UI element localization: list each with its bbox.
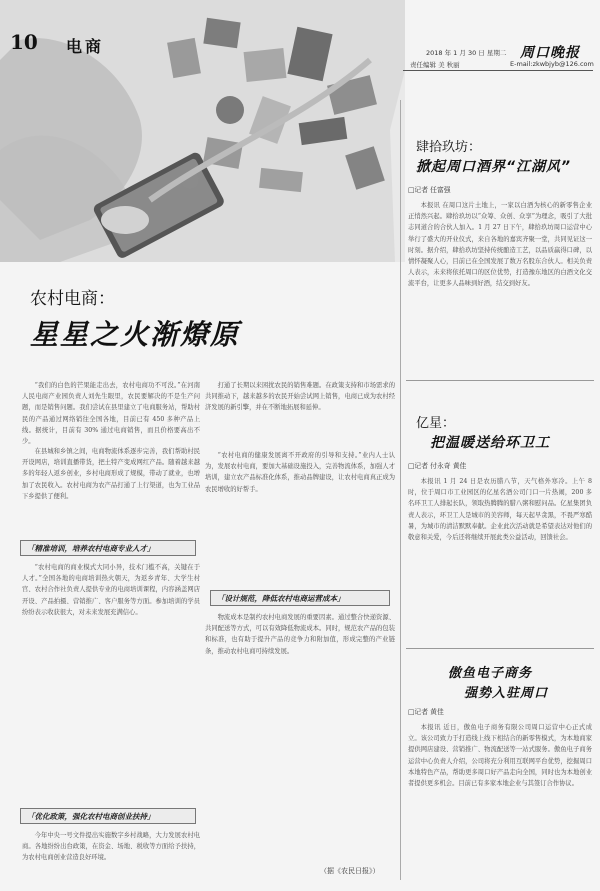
story4-byline: □记者 黄佳 — [408, 708, 444, 716]
main-headline: 星星之火渐燎原 — [30, 318, 241, 351]
story-divider — [406, 648, 594, 649]
story4-title-line1: 傲鱼电子商务 — [448, 666, 533, 681]
story2-body: 本报讯 在周口这片土地上，一家以白酒为核心的新零售企业正悄然兴起。肆拾玖坊以“众筹、众创、众享”为理念，吸引了大批志同道合的合伙人加入。1 月 27 日下午，肆拾玖坊周口运营中心举行了盛大的开业仪式，来自各地的嘉宾齐聚一堂，共同见证这一时刻。据介绍，肆拾玖坊坚持传统酿造工艺，以品质赢得口碑，以情怀凝聚人心，目前已在全国发展了数万名股东合伙人。相关负责人表示，未来将依托周口的区位优势，打造豫东地区的白酒文化交流平台，让更多人品味到好酒，结交到好友。 — [408, 202, 592, 288]
main-col1-para3: “农村电商的商业模式大同小异，技术门槛不高，关键在于人才。”全国各地的电商培训热火朝天，为返乡青年、大学生村官、农村合作社负责人提供专业的电商培训课程，内容涵盖网店开设、产品拍摄、营销推广、客户服务等方面。参加培训的学员纷纷表示收获很大，对未来发展充满信心。 — [22, 564, 200, 616]
editor-credit: 责任编辑 美 秋丽 — [410, 61, 460, 69]
main-col2-para2: “农村电商的健康发展离不开政府的引导和支持。”业内人士认为，发展农村电商，要加大基础设施投入，完善物流体系，加强人才培训，建立农产品标准化体系，推动品牌建设，让农村电商真正成为农民增收的好帮手。 — [205, 452, 395, 493]
subhead-policy-support: 「优化政策，强化农村电商创业扶持」 — [20, 808, 196, 824]
story2-byline: □记者 任富强 — [408, 186, 451, 194]
right-column-divider — [400, 100, 401, 880]
editor-email: E-mail:zkwbjyb@126.com — [510, 60, 594, 68]
story2-title: 掀起周口酒界“江湖风” — [416, 159, 572, 175]
story4-body: 本报讯 近日，傲鱼电子商务有限公司周口运营中心正式成立。该公司致力于打造线上线下相结合的新零售模式，为本地商家提供网店建设、营销推广、物流配送等一站式服务。傲鱼电子商务运营中心负责人介绍，公司将充分利用互联网平台优势，挖掘周口本地特色产品，帮助更多周口好产品走向全国，同时也为本地创业者提供更多机会。目前已有多家本地企业与其签订合作协议。 — [408, 724, 592, 788]
main-col2-para1: 打通了长期以来困扰农民的销售难题。在政策支持和市场需求的共同推动下，越来越多的农民开始尝试网上销售，电商已成为农村经济发展的新引擎，并在不断地拓展和延伸。 — [205, 382, 395, 412]
main-headline-block — [30, 284, 390, 353]
paper-logo: 周口晚报 — [520, 45, 580, 61]
story3-body: 本报讯 1 月 24 日是农历腊八节，天气格外寒冷。上午 8 时，位于周口市工业园区的亿星名酒公司门口一片热闹，200 多名环卫工人排起长队，领取热腾腾的腊八粥和慰问品。亿星集团负责人表示，环卫工人是城市的美容师，每天起早贪黑，不畏严寒酷暑，为城市的清洁默默奉献。企业此次活动就是希望表达对他们的敬意和关爱，今后还将继续开展此类公益活动，回馈社会。 — [408, 478, 592, 542]
story3-title: 把温暖送给环卫工 — [430, 435, 550, 451]
page-number: 10 — [10, 30, 38, 54]
story3-kicker: 亿星： — [416, 416, 456, 431]
main-col2-para3: 物流成本是制约农村电商发展的重要因素。通过整合快递资源、共同配送等方式，可以有效降低物流成本。同时，规范农产品的包装和标准，也有助于提升产品的竞争力和附加值，形成完整的产业链条，推动农村电商可持续发展。 — [205, 614, 395, 655]
story-divider — [406, 380, 594, 381]
main-col1-para2: 在县城和乡镇之间，电商物流体系逐步完善，我们帮助村民开设网店，培训直播带货，把土特产变成网红产品。随着越来越多的年轻人返乡创业，乡村电商形成了规模，带动了就业，也增加了农民收入。农村电商为农产品打通了上行渠道，也为工业品下乡提供了便利。 — [22, 448, 200, 500]
page-header — [0, 0, 600, 80]
main-col1-para1: “我们的白色的芒果能走出去，农村电商功不可没。”在河南人民电商产业园负责人刘先生眼里，农民要解决的不是生产问题，而是销售问题。我们尝试在县里建立了电商服务站，帮助村民的产品通过网络销往全国各地，目前已有 450 多种产品上线。据统计，目前有 30% 通过电商销售，而且价格要高出不少。 — [22, 382, 200, 446]
section-title: 电商 — [66, 37, 105, 56]
header-divider — [403, 70, 593, 71]
main-kicker: 农村电商： — [30, 289, 115, 309]
subhead-talent-training: 「精准培训，培养农村电商专业人才」 — [20, 540, 196, 556]
main-col1-para4: 今年中央一号文件提出实施数字乡村战略，大力发展农村电商。各地纷纷出台政策，在资金、场地、税收等方面给予扶持，为农村电商创业营造良好环境。 — [22, 832, 200, 862]
story3-byline: □记者 付永奇 黄佳 — [408, 462, 467, 470]
main-source: （据《农民日报》） — [320, 867, 380, 875]
story2-kicker: 肆拾玖坊： — [416, 140, 482, 155]
issue-date: 2018 年 1 月 30 日 星期二 — [426, 49, 507, 57]
subhead-cost-reduction: 「设计规范，降低农村电商运营成本」 — [210, 590, 390, 606]
story4-title-line2: 强势入驻周口 — [464, 686, 549, 701]
